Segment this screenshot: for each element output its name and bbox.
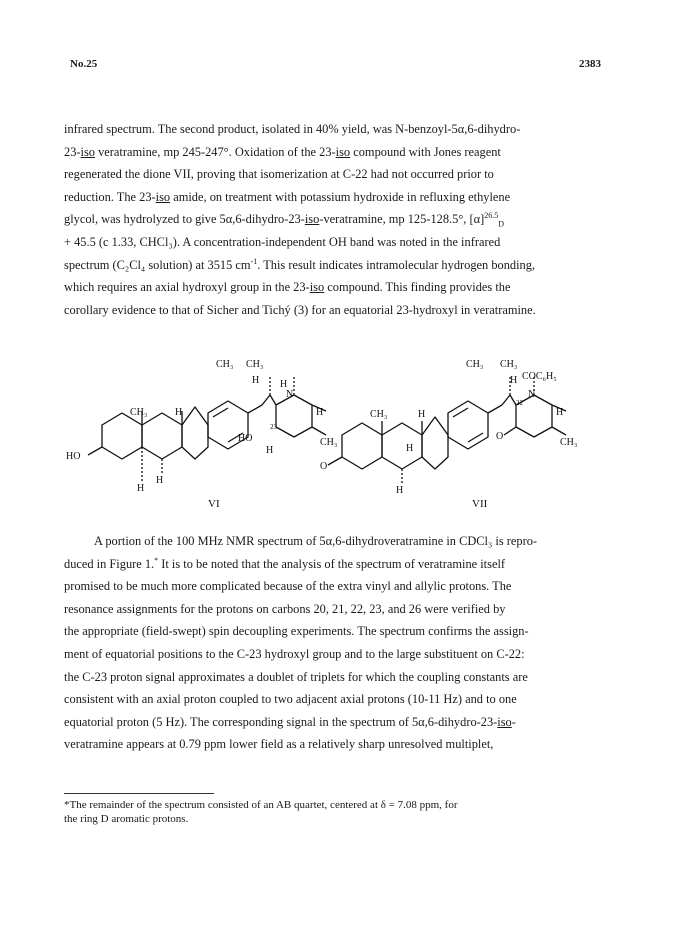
vii-h-d: H [396,485,404,496]
text-line: spectrum (C₂Cl₄ solution) at 3515 $cm^{-1}$. This result indicates intramolecular hydrogen bonding, [64,256,536,272]
text-line: infrared spectrum. The second product, isolated in 40% yield, was N-benzoyl-5α,6-dihydro- [64,122,521,136]
vii-h-e: H [406,443,414,454]
chemical-structures-figure [66,355,640,515]
vi-ch3-c: CH₃ [130,407,148,418]
vii-ch3-b: CH₃ [500,359,518,370]
footnote-line: the ring D aromatic protons. [64,813,189,825]
footnote [64,798,620,826]
vi-h-e: H [156,475,164,486]
vi-h-f: H [137,483,145,494]
text-line: equatorial proton (5 Hz). The corresponding signal in the spectrum of 5α,6-dihydro-23-iso- [64,714,516,729]
vii-h-c: H [418,409,426,420]
vi-ch3-a: CH₃ [216,359,234,370]
text-line: ment of equatorial positions to the C-23 hydroxyl group and to the large substituent on C-22: [64,646,525,661]
text-line: duced in Figure 1.* It is to be noted that the analysis of the spectrum of veratramine itself [64,555,506,571]
text-line: the appropriate (field-swept) spin decoupling experiments. The spectrum confirms the assign- [64,624,529,639]
vi-h-d: H [175,407,183,418]
footnote-divider [64,793,214,794]
vii-ch3-a: CH₃ [466,359,484,370]
paragraph-synthesis [64,118,620,321]
paragraph-nmr [64,530,620,756]
vii-ch3-ring: CH₃ [560,437,578,448]
text-line: promised to be much more complicated because of the extra vinyl and allylic protons. The [64,579,512,594]
vi-h-ring: H [316,407,324,418]
vii-num-22: 22 [516,399,523,407]
vi-num-23: 23 [270,423,277,431]
text-line: glycol, was hydrolyzed to give 5α,6-dihydro-23-iso-veratramine, mp 125-128.5°, $[\alpha]^{26.5}_D$ [64,211,504,229]
vi-n: N [286,389,294,400]
text-line: resonance assignments for the protons on carbons 20, 21, 22, 23, and 26 were verified by [64,601,506,616]
vii-o-b: O [320,461,328,472]
structure-label-vii: VII [472,498,488,510]
vi-h-b: H [280,379,288,390]
vi-ho-a: HO [238,433,253,444]
vi-ch3-b: CH₃ [246,359,264,370]
vii-n: N [528,389,536,400]
structure-label-vi: VI [208,498,220,510]
text-line: consistent with an axial proton coupled to two adjacent axial protons (10-11 Hz) and to one [64,692,517,707]
vii-ch3-c: CH₃ [370,409,388,420]
vii-coc6h5: COC₆H₅ [522,371,557,382]
text-line: corollary evidence to that of Sicher and Tichý (3) for an equatorial 23-hydroxyl in veratramine. [64,302,536,317]
vi-h-c: H [266,445,274,456]
vii-h-ring: H [556,407,564,418]
text-line: + 45.5 (c 1.33, CHCl₃). A concentration-independent OH band was noted in the infrared [64,234,501,249]
text-line: 23-iso veratramine, mp 245-247°. Oxidation of the 23-iso compound with Jones reagent [64,144,501,159]
vii-o-a: O [496,431,504,442]
text-line: A portion of the 100 MHz NMR spectrum of 5α,6-dihydroveratramine in CDCl₃ is repro- [94,534,538,548]
text-line: veratramine appears at 0.79 ppm lower field as a relatively sharp unresolved multiplet, [64,737,494,752]
text-line: which requires an axial hydroxyl group in the 23-iso compound. This finding provides the [64,280,511,295]
page-number: 2383 [579,58,601,70]
journal-issue-number: No.25 [70,58,98,70]
vi-h-a: H [252,375,260,386]
vi-ch3-ring: CH₃ [320,437,338,448]
text-line: regenerated the dione VII, proving that isomerization at C-22 had not occurred prior to [64,167,494,182]
footnote-line: *The remainder of the spectrum consisted of an AB quartet, centered at δ = 7.08 ppm, for [64,799,458,811]
text-line: reduction. The 23-iso amide, on treatment with potassium hydroxide in refluxing ethylene [64,189,511,204]
text-line: the C-23 proton signal approximates a doublet of triplets for which the coupling constants are [64,669,528,684]
vi-ho-b: HO [66,451,81,462]
vii-h-a: H [510,375,518,386]
